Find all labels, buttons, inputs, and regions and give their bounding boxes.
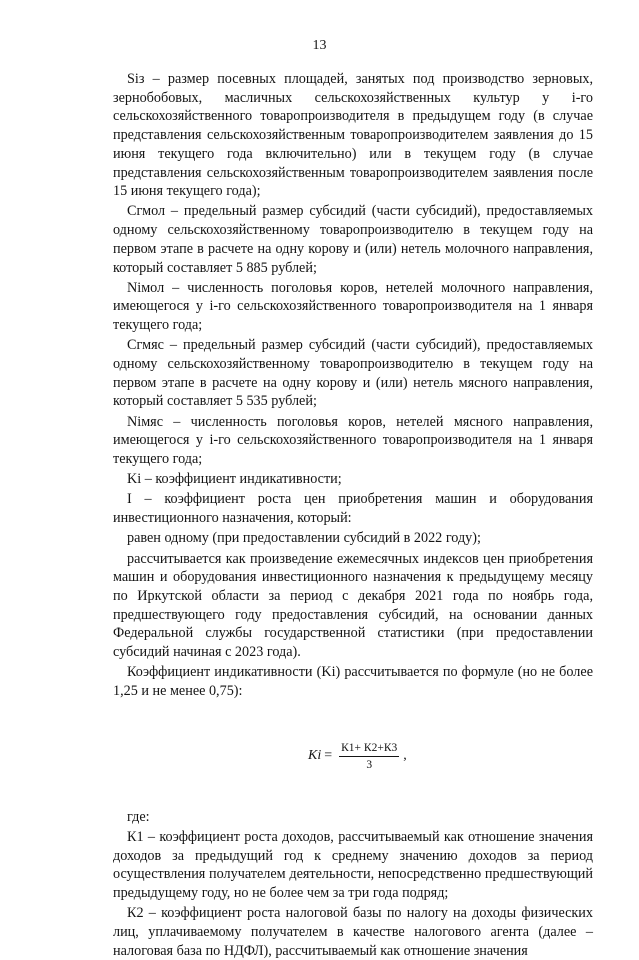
paragraph-k2: К2 – коэффициент роста налоговой базы по налогу на доходы физических лиц, уплачиваемому получателем в качестве налогового агента (далее – налоговая база по НДФЛ), рассчитываемый как отношение значения [113,905,593,959]
formula-fraction [339,741,399,772]
paragraph-indicativity-formula-intro: Коэффициент индикативности (Ki) рассчитывается по формуле (но не более 1,25 и не менее 0,75): [113,664,593,699]
document-body [113,70,593,960]
page-number: 13 [312,38,327,53]
paragraph-s-i-z: Siз – размер посевных площадей, занятых под производство зерновых, зернобобовых, масличных сельскохозяйственных культур у i-го сельскохозяйственного товаропроизводителя в предыдущем году (в случае представления сельскохозяйственным товаропроизводителем заявления до 15 июня текущего года включительно) или в текущем году (в случае представления сельскохозяйственным товаропроизводителем заявления после 15 июня текущего года); [113,71,593,200]
formula-trail: , [403,747,407,763]
formula-equals: = [324,747,333,763]
paragraph-where: где: [127,808,150,825]
paragraph-calculated-as: рассчитывается как произведение ежемесячных индексов цен приобретения машин и оборудования инвестиционного назначения к предыдущему месяцу по Иркутской области за период с декабря 2021 года по ноябрь года, предшествующего году предоставления субсидий, на основании данных Федеральной службы государственной статистики (при предоставлении субсидий начиная с 2023 года). [113,550,593,661]
paragraph-n-imyas: Niмяс – численность поголовья коров, нетелей мясного направления, имеющегося у i-го сельскохозяйственного товаропроизводителя на 1 января текущего года; [113,413,593,468]
paragraph-equals-one: равен одному (при предоставлении субсидий в 2022 году); [127,530,481,547]
paragraph-i-coefficient: I – коэффициент роста цен приобретения машин и оборудования инвестиционного назначения, который: [113,491,593,527]
formula-lhs: Ki [308,747,322,763]
paragraph-k1: К1 – коэффициент роста доходов, рассчитываемый как отношение значения доходов за предыдущий год к среднему значению доходов за период осуществления получателем деятельности, непосредственно предшествующий предыдущему году, но не более чем за три года подряд; [113,828,593,902]
formula-numerator: К1+ К2+К3 [339,741,399,757]
paragraph-c-gmol: Cгмол – предельный размер субсидий (части субсидий), предоставляемых одному сельскохозяйственному товаропроизводителю в текущем году на первом этапе в расчете на одну корову и (или) нетель молочного направления, который составляет 5 885 рублей; [113,203,593,276]
paragraph-n-imol: Niмол – численность поголовья коров, нетелей молочного направления, имеющегося у i-го сельскохозяйственного товаропроизводителя на 1 января текущего года; [113,279,593,334]
formula-denominator: 3 [366,758,373,771]
formula-ki [113,741,593,772]
paragraph-k-i: Ki – коэффициент индикативности; [127,471,342,488]
paragraph-c-gmyas: Cгмяс – предельный размер субсидий (части субсидий), предоставляемых одному сельскохозяйственному товаропроизводителю в текущем году на первом этапе в расчете на одну корову и (или) нетель мясного направления, который составляет 5 535 рублей; [113,337,593,410]
